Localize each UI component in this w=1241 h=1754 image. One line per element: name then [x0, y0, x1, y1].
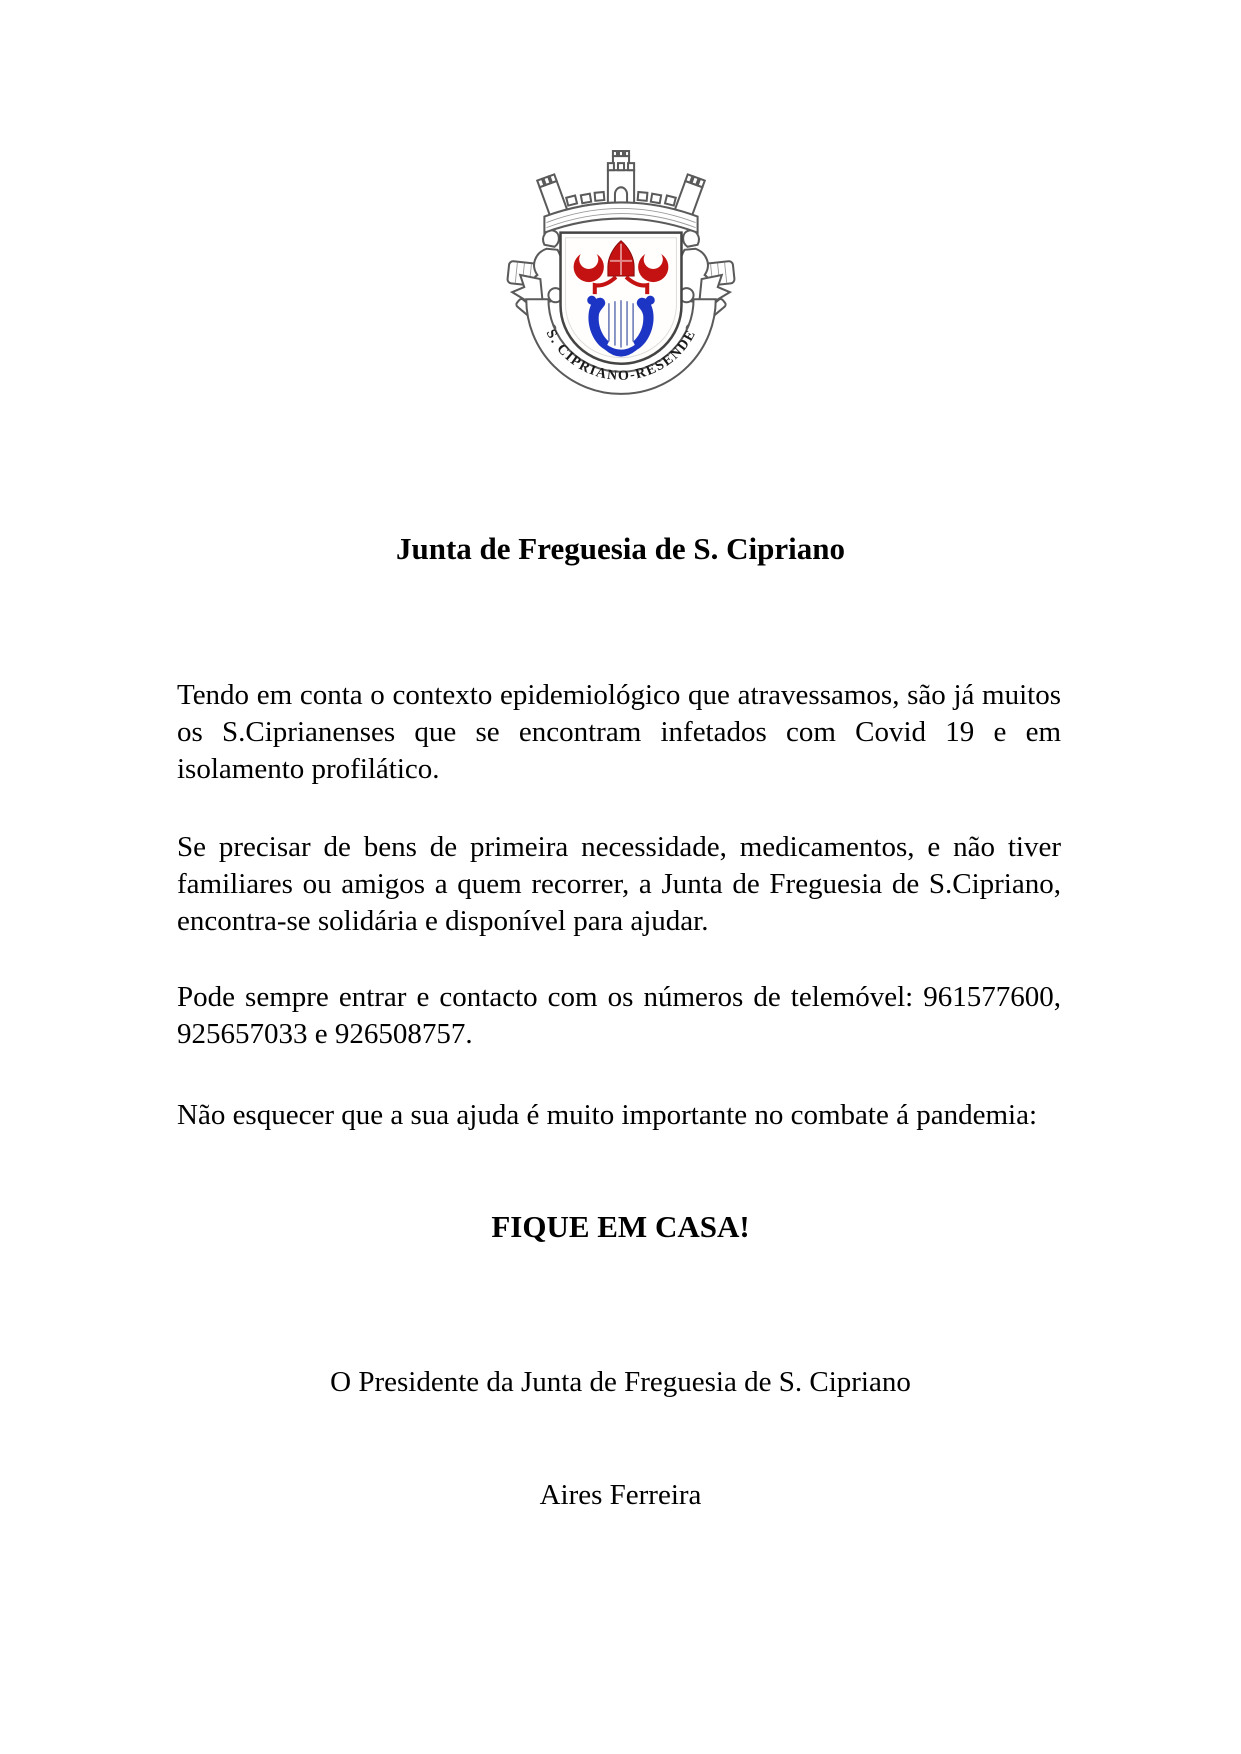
- signature-role: O Presidente da Junta de Freguesia de S. Cipriano: [330, 1366, 911, 1398]
- coat-of-arms: [500, 148, 742, 400]
- crest-banner-text: S. CIPRIANO-RESENDE: [542, 326, 699, 384]
- paragraph-help-offer: Se precisar de bens de primeira necessidade, medicamentos, e não tiver familiares ou amigos a quem recorrer, a Junta de Freguesia de S.Cipriano, encontra-se solidária e disponível para ajudar.: [177, 831, 1061, 937]
- slogan-stay-home: FIQUE EM CASA!: [491, 1209, 750, 1244]
- document-title: Junta de Freguesia de S. Cipriano: [396, 531, 845, 566]
- signature-name: Aires Ferreira: [539, 1479, 702, 1511]
- coat-of-arms-graphic: [500, 148, 742, 400]
- paragraph-phone-numbers: Pode sempre entrar e contacto com os números de telemóvel: 961577600, 925657033 e 926508757.: [177, 981, 1061, 1050]
- mural-crown-icon: [537, 151, 705, 233]
- paragraph-reminder: Não esquecer que a sua ajuda é muito importante no combate á pandemia:: [177, 1099, 1038, 1131]
- paragraph-context: Tendo em conta o contexto epidemiológico que atravessamos, são já muitos os S.Ciprianenses que se encontram infetados com Covid 19 e em isolamento profilático.: [177, 679, 1061, 785]
